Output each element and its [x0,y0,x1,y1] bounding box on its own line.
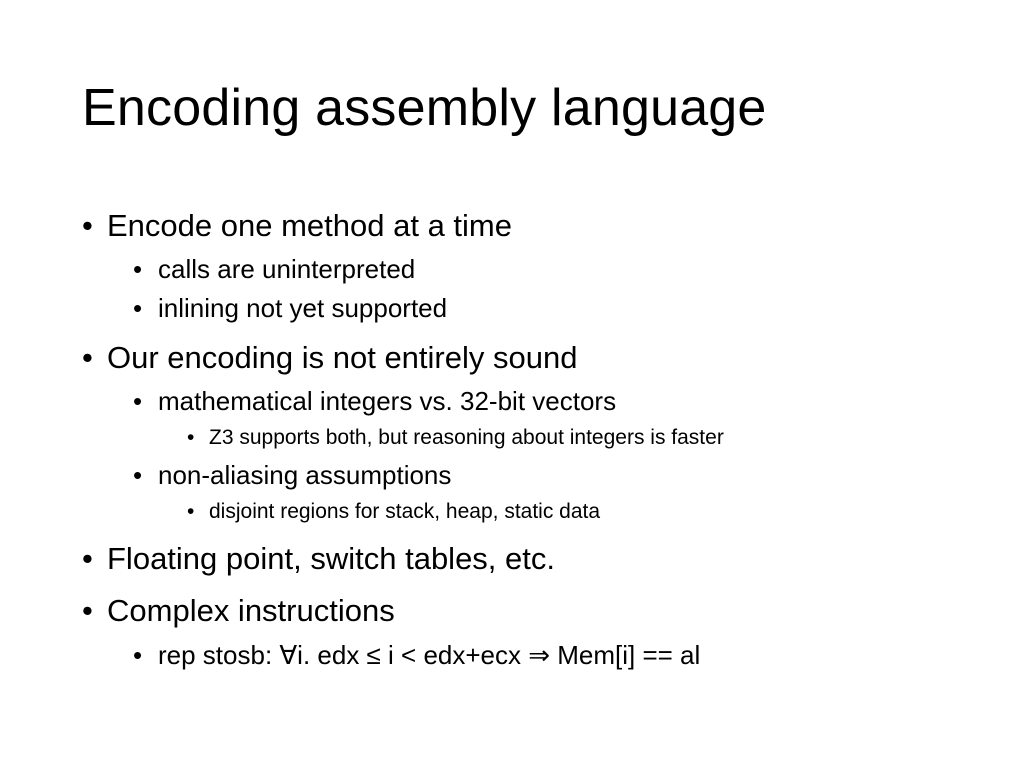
bullet-text: Encode one method at a time [107,208,512,243]
bullet-icon: • [187,500,195,523]
bullet-icon: • [133,640,143,670]
bullet-icon: • [133,460,143,490]
bullet-icon: • [133,254,143,284]
bullet-icon: • [82,541,93,576]
bullet-icon: • [82,340,93,375]
bullet-text: Our encoding is not entirely sound [107,340,578,375]
bullet-text: calls are uninterpreted [158,254,416,284]
bullet-icon: • [133,293,143,323]
bullet-text: rep stosb: ∀i. edx ≤ i < edx+ecx ⇒ Mem[i] == al [158,640,701,670]
bullet-text: non-aliasing assumptions [158,460,452,490]
bullet-text: Z3 supports both, but reasoning about integers is faster [209,426,724,449]
bullet-icon: • [82,208,93,243]
bullet-icon: • [133,386,143,416]
slide-title: Encoding assembly language [82,79,767,137]
bullet-text: inlining not yet supported [158,293,448,323]
bullet-icon: • [82,593,93,628]
bullet-text: disjoint regions for stack, heap, static data [209,500,601,523]
bullet-icon: • [187,426,195,449]
bullet-text: Floating point, switch tables, etc. [107,541,556,576]
bullet-text: Complex instructions [107,593,395,628]
bullet-text: mathematical integers vs. 32-bit vectors [158,386,617,416]
